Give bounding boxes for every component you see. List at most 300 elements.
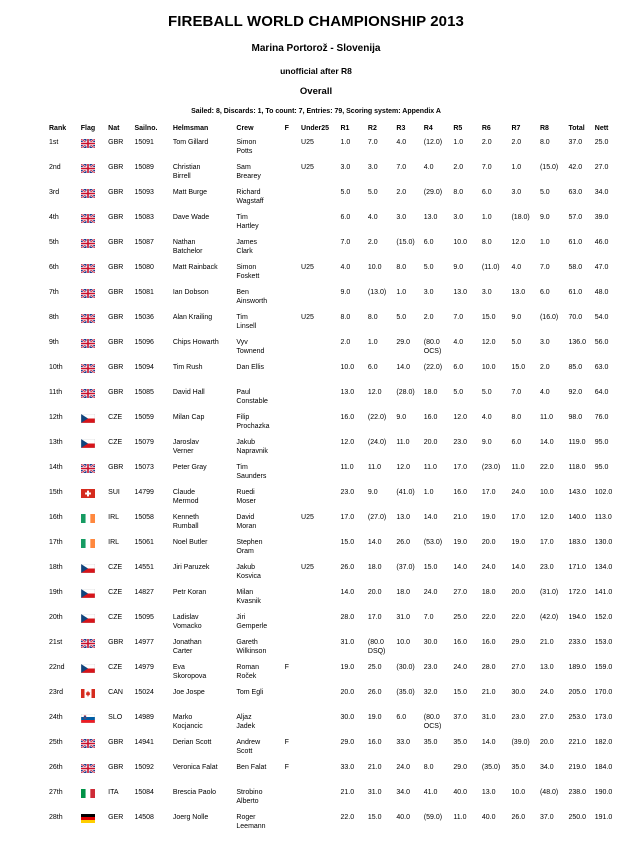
helmsman-cell: Tom Gillard xyxy=(172,139,209,146)
sailno-cell: 15079 xyxy=(134,439,154,446)
flag-cell xyxy=(79,610,106,635)
race-3-cell: 40.0 xyxy=(396,814,411,821)
race-7-cell: 10.0 xyxy=(511,789,526,796)
total-cell: 219.0 xyxy=(568,764,586,771)
column-header-nett: Nett xyxy=(594,125,609,132)
under25-cell xyxy=(299,735,338,760)
table-row xyxy=(47,360,617,385)
race-6-cell: 15.0 xyxy=(481,314,496,321)
table-row xyxy=(47,435,617,460)
table-row xyxy=(47,385,617,410)
race-4-cell: 11.0 xyxy=(423,464,437,471)
helmsman-cell: Chips Howarth xyxy=(172,339,219,346)
race-6-cell: 3.0 xyxy=(481,289,492,296)
total-cell: 250.0 xyxy=(568,814,586,821)
helmsman-cell: Marko Kocjancic xyxy=(172,714,203,730)
rank-cell: 3rd xyxy=(49,189,60,196)
race-2-cell: (24.0) xyxy=(367,439,387,446)
race-6-cell: 31.0 xyxy=(481,714,496,721)
column-header-under25: Under25 xyxy=(301,125,330,132)
race-2-cell: 16.0 xyxy=(367,739,382,746)
female-cell xyxy=(283,585,299,610)
under25-cell xyxy=(299,360,338,385)
race-7-cell: (18.0) xyxy=(511,214,530,221)
table-row xyxy=(47,685,617,710)
race-7-cell: 2.0 xyxy=(511,139,522,146)
race-7-cell: 9.0 xyxy=(511,314,522,321)
race-2-cell: 5.0 xyxy=(367,189,378,196)
sailno-cell: 15073 xyxy=(134,464,154,471)
race-4-cell: (53.0) xyxy=(423,539,443,546)
race-6-cell: 1.0 xyxy=(481,214,492,221)
race-3-cell: 34.0 xyxy=(396,789,411,796)
race-8-cell: 13.0 xyxy=(539,664,554,671)
race-1-cell: 15.0 xyxy=(340,539,355,546)
race-6-cell: 2.0 xyxy=(481,139,492,146)
female-cell xyxy=(283,610,299,635)
race-7-cell: 1.0 xyxy=(511,164,522,171)
sailno-cell: 14551 xyxy=(134,564,154,571)
race-3-cell: 14.0 xyxy=(396,364,411,371)
sailno-cell: 15036 xyxy=(134,314,154,321)
race-5-cell: 1.0 xyxy=(453,139,464,146)
race-4-cell: 8.0 xyxy=(423,764,434,771)
column-header-r5: R5 xyxy=(453,125,463,132)
column-header-f: F xyxy=(284,125,289,132)
race-1-cell: 7.0 xyxy=(340,239,351,246)
table-row xyxy=(47,410,617,435)
female-cell xyxy=(283,435,299,460)
race-1-cell: 2.0 xyxy=(340,339,351,346)
female-cell xyxy=(283,385,299,410)
column-header-total: Total xyxy=(568,125,585,132)
crew-cell: Tim Linsell xyxy=(236,314,257,330)
female-cell xyxy=(283,360,299,385)
sailno-cell: 15061 xyxy=(134,539,154,546)
flag-gbr-icon xyxy=(81,639,95,648)
race-7-cell: 3.0 xyxy=(511,189,522,196)
race-1-cell: 14.0 xyxy=(340,589,355,596)
table-row xyxy=(47,160,617,185)
flag-cze-icon xyxy=(81,589,95,598)
race-5-cell: 15.0 xyxy=(453,689,467,696)
race-6-cell: 18.0 xyxy=(481,589,496,596)
race-3-cell: (15.0) xyxy=(396,239,415,246)
flag-cell xyxy=(79,335,106,360)
nat-cell: GBR xyxy=(108,289,124,296)
race-3-cell: 11.0 xyxy=(396,439,410,446)
race-8-cell: 37.0 xyxy=(539,814,554,821)
flag-cell xyxy=(79,235,106,260)
race-4-cell: (29.0) xyxy=(423,189,443,196)
nett-cell: 54.0 xyxy=(594,314,609,321)
total-cell: 42.0 xyxy=(568,164,583,171)
race-5-cell: 6.0 xyxy=(453,364,464,371)
race-8-cell: 24.0 xyxy=(539,689,554,696)
table-row xyxy=(47,535,617,560)
helmsman-cell: Dave Wade xyxy=(172,214,210,221)
nett-cell: 159.0 xyxy=(594,664,613,671)
female-cell xyxy=(283,535,299,560)
sailno-cell: 14979 xyxy=(134,664,154,671)
nett-cell: 134.0 xyxy=(594,564,613,571)
race-1-cell: 22.0 xyxy=(340,814,355,821)
race-2-cell: 4.0 xyxy=(367,214,378,221)
race-7-cell: 4.0 xyxy=(511,264,522,271)
sailno-cell: 15081 xyxy=(134,289,154,296)
column-header-sailno: Sailno. xyxy=(134,125,158,132)
race-6-cell: 40.0 xyxy=(481,814,496,821)
race-7-cell: 27.0 xyxy=(511,664,526,671)
rank-cell: 7th xyxy=(49,289,59,296)
flag-gbr-icon xyxy=(81,339,95,348)
rank-cell: 28th xyxy=(49,814,63,821)
sailno-cell: 15089 xyxy=(134,164,154,171)
helmsman-cell: Kenneth Rumball xyxy=(172,514,199,530)
total-cell: 205.0 xyxy=(568,689,586,696)
race-6-cell: 12.0 xyxy=(481,339,496,346)
under25-cell xyxy=(299,760,338,785)
race-4-cell: 35.0 xyxy=(423,739,438,746)
race-4-cell: 7.0 xyxy=(423,614,434,621)
race-1-cell: 20.0 xyxy=(340,689,355,696)
race-7-cell: 13.0 xyxy=(511,289,526,296)
race-5-cell: 13.0 xyxy=(453,289,467,296)
race-4-cell: 14.0 xyxy=(423,514,438,521)
flag-cell xyxy=(79,635,106,660)
helmsman-cell: Eva Skoropova xyxy=(172,664,207,680)
sailno-cell: 14827 xyxy=(134,589,154,596)
total-cell: 58.0 xyxy=(568,264,583,271)
race-7-cell: 20.0 xyxy=(511,589,526,596)
helmsman-cell: Joe Jospe xyxy=(172,689,205,696)
nett-cell: 182.0 xyxy=(594,739,613,746)
female-cell xyxy=(283,310,299,335)
race-6-cell: 28.0 xyxy=(481,664,496,671)
flag-gbr-icon xyxy=(81,464,95,473)
table-body xyxy=(47,135,617,835)
under25-cell xyxy=(299,185,338,210)
rank-cell: 1st xyxy=(49,139,59,146)
race-2-cell: 20.0 xyxy=(367,589,382,596)
total-cell: 189.0 xyxy=(568,664,586,671)
table-row xyxy=(47,510,617,535)
race-4-cell: 15.0 xyxy=(423,564,438,571)
race-5-cell: 8.0 xyxy=(453,189,464,196)
female-cell xyxy=(283,135,299,160)
crew-cell: Jakub Napravnik xyxy=(236,439,268,455)
under25-cell xyxy=(299,710,338,735)
under25-cell xyxy=(299,460,338,485)
female-cell xyxy=(283,285,299,310)
female-cell xyxy=(283,460,299,485)
race-8-cell: 2.0 xyxy=(539,364,550,371)
race-3-cell: 33.0 xyxy=(396,739,411,746)
nat-cell: GBR xyxy=(108,264,124,271)
under25-cell: U25 xyxy=(301,314,314,321)
flag-gbr-icon xyxy=(81,214,95,223)
race-4-cell: (12.0) xyxy=(423,139,443,146)
flag-cell xyxy=(79,785,106,810)
nat-cell: SLO xyxy=(108,714,123,721)
flag-gbr-icon xyxy=(81,189,95,198)
sailno-cell: 15085 xyxy=(134,389,154,396)
helmsman-cell: Ladislav Vomacko xyxy=(172,614,202,630)
race-5-cell: 29.0 xyxy=(453,764,467,771)
flag-cell xyxy=(79,385,106,410)
flag-cze-icon xyxy=(81,614,95,623)
race-4-cell: 3.0 xyxy=(423,289,434,296)
race-5-cell: 14.0 xyxy=(453,564,467,571)
race-2-cell: 19.0 xyxy=(367,714,382,721)
helmsman-cell: Matt Burge xyxy=(172,189,208,196)
race-6-cell: 4.0 xyxy=(481,414,492,421)
flag-sui-icon xyxy=(81,489,95,498)
race-5-cell: 11.0 xyxy=(453,814,467,821)
table-row xyxy=(47,560,617,585)
nett-cell: 63.0 xyxy=(594,364,609,371)
page-title: FIREBALL WORLD CHAMPIONSHIP 2013 xyxy=(167,13,464,30)
sailno-cell: 15024 xyxy=(134,689,154,696)
flag-cze-icon xyxy=(81,414,95,423)
nett-cell: 190.0 xyxy=(594,789,613,796)
race-1-cell: 31.0 xyxy=(340,639,355,646)
flag-cell xyxy=(79,360,106,385)
under25-cell xyxy=(299,660,338,685)
race-1-cell: 6.0 xyxy=(340,214,351,221)
flag-gbr-icon xyxy=(81,239,95,248)
under25-cell xyxy=(299,585,338,610)
nat-cell: GBR xyxy=(108,339,124,346)
nett-cell: 56.0 xyxy=(594,339,609,346)
under25-cell xyxy=(299,235,338,260)
flag-cell xyxy=(79,210,106,235)
flag-cell xyxy=(79,810,106,835)
rank-cell: 6th xyxy=(49,264,59,271)
female-cell xyxy=(283,335,299,360)
race-6-cell: 7.0 xyxy=(481,164,492,171)
nett-cell: 76.0 xyxy=(594,414,609,421)
results-status: unofficial after R8 xyxy=(280,66,352,76)
race-4-cell: (80.0 OCS) xyxy=(423,714,442,730)
crew-cell: Roman Roček xyxy=(236,664,259,680)
crew-cell: Richard Wagstaff xyxy=(236,189,264,205)
sailno-cell: 15084 xyxy=(134,789,154,796)
under25-cell: U25 xyxy=(301,514,314,521)
flag-cell xyxy=(79,285,106,310)
race-6-cell: 22.0 xyxy=(481,614,496,621)
rank-cell: 22nd xyxy=(49,664,65,671)
race-3-cell: 4.0 xyxy=(396,139,407,146)
crew-cell: Strobino Alberto xyxy=(236,789,263,805)
race-1-cell: 21.0 xyxy=(340,789,355,796)
race-8-cell: 8.0 xyxy=(539,139,550,146)
helmsman-cell: Jaroslav Verner xyxy=(172,439,199,455)
nett-cell: 102.0 xyxy=(594,489,613,496)
female-cell xyxy=(283,160,299,185)
under25-cell xyxy=(299,685,338,710)
race-6-cell: 8.0 xyxy=(481,239,492,246)
race-1-cell: 12.0 xyxy=(340,439,355,446)
column-header-helmsman: Helmsman xyxy=(172,125,209,132)
column-header-flag: Flag xyxy=(80,125,96,132)
race-5-cell: 5.0 xyxy=(453,389,464,396)
race-7-cell: 30.0 xyxy=(511,689,526,696)
rank-cell: 14th xyxy=(49,464,63,471)
race-7-cell: 22.0 xyxy=(511,614,526,621)
table-row xyxy=(47,135,617,160)
column-header-rank: Rank xyxy=(49,125,67,132)
race-4-cell: 16.0 xyxy=(423,414,438,421)
total-cell: 57.0 xyxy=(568,214,583,221)
race-4-cell: 30.0 xyxy=(423,639,438,646)
nett-cell: 48.0 xyxy=(594,289,609,296)
flag-gbr-icon xyxy=(81,139,95,148)
under25-cell xyxy=(299,785,338,810)
race-2-cell: (80.0 DSQ) xyxy=(367,639,386,655)
table-row xyxy=(47,185,617,210)
column-header-r6: R6 xyxy=(481,125,491,132)
race-4-cell: 13.0 xyxy=(423,214,438,221)
female-cell xyxy=(283,235,299,260)
flag-cze-icon xyxy=(81,439,95,448)
under25-cell xyxy=(299,285,338,310)
section-title: Overall xyxy=(299,86,333,97)
race-8-cell: 6.0 xyxy=(539,289,550,296)
sailno-cell: 14989 xyxy=(134,714,154,721)
race-5-cell: 40.0 xyxy=(453,789,467,796)
helmsman-cell: Tim Rush xyxy=(172,364,203,371)
crew-cell: Sam Brearey xyxy=(236,164,261,180)
total-cell: 61.0 xyxy=(568,289,583,296)
sailno-cell: 14977 xyxy=(134,639,154,646)
nat-cell: SUI xyxy=(108,489,120,496)
race-3-cell: 26.0 xyxy=(396,539,411,546)
flag-cell xyxy=(79,560,106,585)
race-8-cell: 4.0 xyxy=(539,389,550,396)
nett-cell: 130.0 xyxy=(594,539,613,546)
race-2-cell: 12.0 xyxy=(367,389,382,396)
flag-gbr-icon xyxy=(81,739,95,748)
race-3-cell: 2.0 xyxy=(396,189,407,196)
race-3-cell: 13.0 xyxy=(396,514,411,521)
race-8-cell: (16.0) xyxy=(539,314,559,321)
race-1-cell: 19.0 xyxy=(340,664,355,671)
crew-cell: Gareth Wilkinson xyxy=(236,639,267,655)
under25-cell: U25 xyxy=(301,564,314,571)
race-2-cell: 2.0 xyxy=(367,239,378,246)
flag-gbr-icon xyxy=(81,314,95,323)
nett-cell: 27.0 xyxy=(594,164,609,171)
total-cell: 253.0 xyxy=(568,714,586,721)
helmsman-cell: Noel Butler xyxy=(172,539,208,546)
race-4-cell: (22.0) xyxy=(423,364,443,371)
column-header-nat: Nat xyxy=(108,125,120,132)
race-5-cell: 27.0 xyxy=(453,589,467,596)
table-row xyxy=(47,285,617,310)
race-2-cell: 15.0 xyxy=(367,814,382,821)
race-5-cell: 17.0 xyxy=(453,464,467,471)
nett-cell: 47.0 xyxy=(594,264,609,271)
crew-cell: Ben Ainsworth xyxy=(236,289,268,305)
rank-cell: 25th xyxy=(49,739,63,746)
crew-cell: Ben Falat xyxy=(236,764,267,771)
race-6-cell: 13.0 xyxy=(481,789,496,796)
race-8-cell: 21.0 xyxy=(539,639,554,646)
race-6-cell: 5.0 xyxy=(481,389,492,396)
race-5-cell: 35.0 xyxy=(453,739,467,746)
column-header-r4: R4 xyxy=(423,125,433,132)
rank-cell: 11th xyxy=(49,389,63,396)
helmsman-cell: Jiri Paruzek xyxy=(172,564,210,571)
race-5-cell: 9.0 xyxy=(453,264,464,271)
flag-cze-icon xyxy=(81,564,95,573)
under25-cell xyxy=(299,485,338,510)
table-row xyxy=(47,610,617,635)
crew-cell: Tim Saunders xyxy=(236,464,267,480)
race-7-cell: 8.0 xyxy=(511,414,522,421)
under25-cell xyxy=(299,610,338,635)
race-2-cell: 7.0 xyxy=(367,139,378,146)
nett-cell: 25.0 xyxy=(594,139,609,146)
race-2-cell: 17.0 xyxy=(367,614,382,621)
race-4-cell: 20.0 xyxy=(423,439,438,446)
race-7-cell: 19.0 xyxy=(511,539,526,546)
race-8-cell: 27.0 xyxy=(539,714,554,721)
race-7-cell: 35.0 xyxy=(511,764,526,771)
crew-cell: Dan Ellis xyxy=(236,364,265,371)
female-cell xyxy=(283,710,299,735)
race-8-cell: 17.0 xyxy=(539,539,554,546)
race-5-cell: 37.0 xyxy=(453,714,467,721)
flag-cell xyxy=(79,510,106,535)
total-cell: 221.0 xyxy=(568,739,586,746)
crew-cell: Simon Potts xyxy=(236,139,257,155)
rank-cell: 8th xyxy=(49,314,59,321)
under25-cell xyxy=(299,410,338,435)
flag-gbr-icon xyxy=(81,764,95,773)
crew-cell: Simon Foskett xyxy=(236,264,260,280)
crew-cell: Ruedi Moser xyxy=(236,489,256,505)
race-1-cell: 16.0 xyxy=(340,414,355,421)
race-2-cell: 31.0 xyxy=(367,789,382,796)
race-2-cell: 26.0 xyxy=(367,689,382,696)
table-header-row xyxy=(47,122,617,135)
table-row xyxy=(47,785,617,810)
column-header-crew: Crew xyxy=(236,125,254,132)
flag-cell xyxy=(79,260,106,285)
race-2-cell: 14.0 xyxy=(367,539,382,546)
flag-slo-icon xyxy=(81,714,95,723)
race-6-cell: 6.0 xyxy=(481,189,492,196)
scoring-summary: Sailed: 8, Discards: 1, To count: 7, Entries: 79, Scoring system: Appendix A xyxy=(191,108,441,115)
race-2-cell: (27.0) xyxy=(367,514,387,521)
race-2-cell: 9.0 xyxy=(367,489,378,496)
race-5-cell: 21.0 xyxy=(453,514,467,521)
table-row xyxy=(47,810,617,835)
total-cell: 37.0 xyxy=(568,139,583,146)
total-cell: 119.0 xyxy=(568,439,586,446)
total-cell: 118.0 xyxy=(568,464,586,471)
table-row xyxy=(47,310,617,335)
race-1-cell: 4.0 xyxy=(340,264,351,271)
under25-cell: U25 xyxy=(301,164,314,171)
column-header-r2: R2 xyxy=(367,125,377,132)
race-1-cell: 30.0 xyxy=(340,714,355,721)
race-7-cell: 11.0 xyxy=(511,464,525,471)
race-8-cell: 22.0 xyxy=(539,464,554,471)
race-4-cell: 18.0 xyxy=(423,389,438,396)
